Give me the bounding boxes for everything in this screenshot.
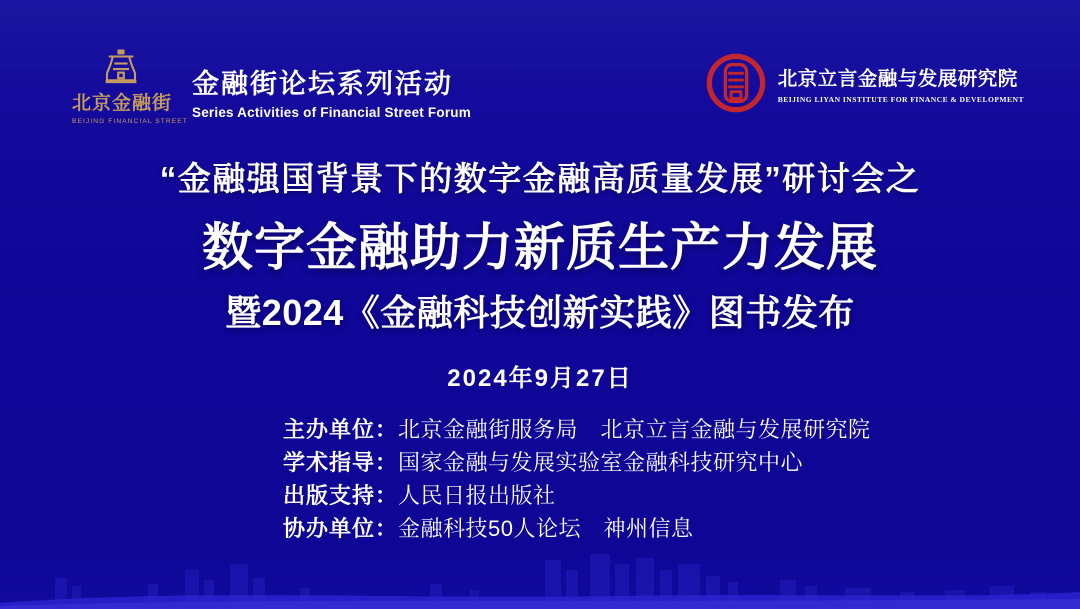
liyan-coin-icon [705,52,767,114]
institute-name-en: BEIJING LIYAN INSTITUTE FOR FINANCE & DEVELOPMENT [777,94,1024,104]
sub-title: 暨2024《金融科技创新实践》图书发布 [225,292,855,333]
forum-series-title [192,48,471,125]
bfs-logo-name-en: BEIJING FINANCIAL STREET [72,118,188,125]
header-left [72,48,471,125]
forum-series-title-cn: 金融街论坛系列活动 [192,69,453,99]
institute-name [778,63,1024,104]
institute-name-cn: 北京立言金融与发展研究院 [777,67,1018,90]
credit-label: 主办单位： [283,417,399,442]
credit-value: 人民日报出版社 [398,483,556,508]
forum-series-title-en: Series Activities of Financial Street Forum [192,105,471,120]
main-title: 数字金融助力新质生产力发展 [201,221,878,277]
credit-row-academic-guidance [283,446,871,479]
event-date: 2024年9月27日 [447,365,633,392]
gold-seal-icon [100,48,142,86]
pre-title: “金融强国背景下的数字金融高质量发展”研讨会之 [159,160,921,197]
credit-value: 北京金融街服务局 北京立言金融与发展研究院 [398,417,871,442]
credit-value: 金融科技50人论坛 神州信息 [398,516,694,541]
credit-row-publishing-support [283,479,871,512]
credit-label: 学术指导： [283,450,399,475]
credit-value: 国家金融与发展实验室金融科技研究中心 [398,450,804,475]
bfs-logo [72,48,188,125]
credit-label: 协办单位： [283,516,399,541]
credit-row-organizer [283,413,871,446]
credit-label: 出版支持： [283,483,399,508]
city-skyline-graphic [0,509,1080,609]
header-right [705,52,1024,114]
bfs-logo-name-cn: 北京金融街 [72,93,173,114]
